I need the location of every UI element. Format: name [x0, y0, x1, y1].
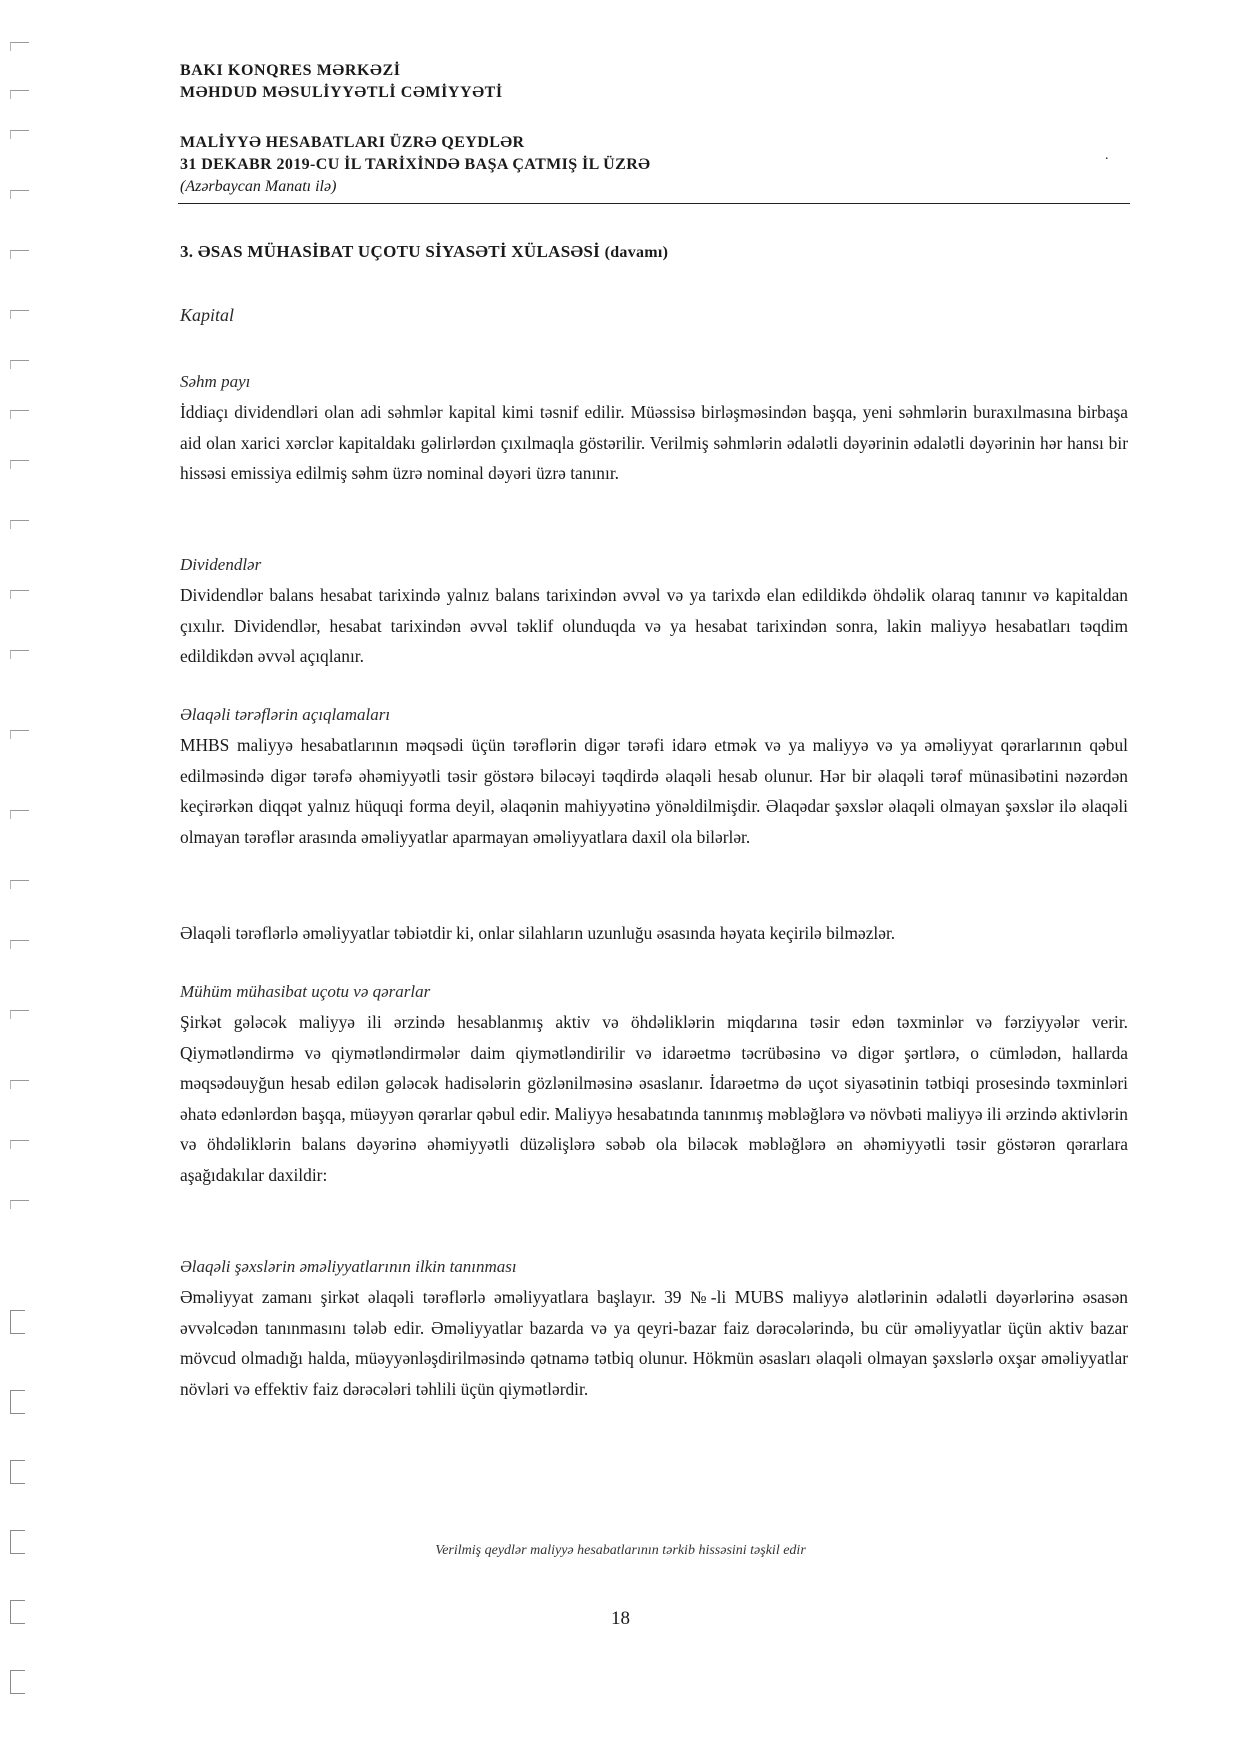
edge-mark — [10, 1140, 29, 1149]
notes-title: MALİYYƏ HESABATLARI ÜZRƏ QEYDLƏR — [180, 134, 525, 151]
related-parties-heading: Əlaqəli tərəflərin açıqlamaları — [180, 705, 391, 724]
section-title-text: 3. ƏSAS MÜHASİBAT UÇOTU SİYASƏTİ XÜLASƏSİ — [180, 242, 601, 261]
company-name-line1: BAKI KONQRES MƏRKƏZİ — [180, 62, 401, 79]
edge-mark — [10, 190, 29, 199]
edge-mark — [10, 880, 29, 889]
related-parties-section — [180, 700, 1128, 852]
dividends-heading: Dividendlər — [180, 555, 262, 574]
edge-mark — [10, 410, 29, 419]
edge-mark — [10, 1390, 25, 1414]
period-title: 31 DEKABR 2019-CU İL TARİXİNDƏ BAŞA ÇATMIŞ İL ÜZRƏ — [180, 156, 651, 173]
section-title — [180, 242, 668, 262]
edge-mark — [10, 90, 29, 99]
edge-mark — [10, 1080, 29, 1089]
edge-mark — [10, 1460, 25, 1484]
related-parties-paragraph-2: Əlaqəli tərəflərlə əməliyyatlar təbiətdir ki, onlar silahların uzunluğu əsasında həyata keçirilə bilməzlər. — [180, 923, 896, 943]
edge-mark — [10, 590, 29, 599]
judgements-paragraph: Şirkət gələcək maliyyə ili ərzində hesablanmış aktiv və öhdəliklərin miqdarına təsir edən təxminlər və fərziyyələr verir. Qiymətləndirmə və qiymətləndirmələr daim qiymətləndirilir və idarəetmə təcrübəsinə və digər şərtlərə, o cümlədən, hallarda məqsədəuyğun hesab edilən gələcək hadisələrin gözlənilməsinə əsaslanır. İdarəetmə də uçot siyasətinin tətbiqi prosesində təxminləri əhatə edənlərdən başqa, müəyyən qərarlar qəbul edir. Maliyyə hesabatında tanınmış məbləğlərə və növbəti maliyyə ili ərzində aktivlərin və öhdəliklərin balans dəyərinə əhəmiyyətli düzəlişlərə səbəb ola biləcək məbləğlərə ən əhəmiyyətli təsir göstərən qərarlara aşağıdakılar daxildir: — [180, 1012, 1128, 1185]
edge-mark — [10, 650, 29, 659]
dividends-paragraph: Dividendlər balans hesabat tarixində yalnız balans tarixindən əvvəl və ya tarixdə elan edildikdə öhdəlik olaraq tanınır və kapitaldan çıxılır. Dividendlər, hesabat tarixindən əvvəl təklif olunduqda və ya hesabat tarixindən sonra, lakin maliyyə hesabatları təqdim edildikdən əvvəl açıqlanır. — [180, 585, 1128, 666]
notes-header — [180, 132, 1130, 198]
initial-recognition-section — [180, 1252, 1128, 1404]
edge-mark — [10, 460, 29, 469]
edge-mark — [10, 1010, 29, 1019]
footer-note: Verilmiş qeydlər maliyyə hesabatlarının tərkib hissəsini təşkil edir — [435, 1543, 806, 1558]
header-divider — [178, 203, 1130, 204]
edge-mark — [10, 520, 29, 529]
edge-mark — [10, 810, 29, 819]
company-name-line2: MƏHDUD MƏSULİYYƏTLİ CƏMİYYƏTİ — [180, 84, 503, 101]
judgements-heading: Mühüm mühasibat uçotu və qərarlar — [180, 982, 431, 1001]
share-heading: Səhm payı — [180, 372, 251, 391]
company-header — [180, 60, 1130, 104]
edge-mark — [10, 1670, 25, 1694]
related-parties-note — [180, 918, 1128, 949]
related-parties-paragraph: MHBS maliyyə hesabatlarının məqsədi üçün tərəflərin digər tərəfi idarə etmək və ya maliyyə və ya əməliyyat qərarlarının qəbul edilməsində digər tərəfə əhəmiyyətli təsir göstərə biləcəyi təqdirdə əlaqəli hesab olunur. Hər bir əlaqəli tərəf münasibətini nəzərdən keçirərkən diqqət yalnız hüquqi forma deyil, əlaqənin mahiyyətinə yönəldilmişdir. Əlaqədar şəxslər əlaqəli olmayan şəxslər ilə əlaqəli olmayan tərəflər arasında əməliyyatlar aparmayan əməliyyatlara daxil ola bilərlər. — [180, 735, 1128, 847]
edge-mark — [10, 42, 29, 51]
edge-mark — [10, 1310, 25, 1334]
initial-recognition-paragraph: Əməliyyat zamanı şirkət əlaqəli tərəflərlə əməliyyatlara başlayır. 39 №-li MUBS maliyyə alətlərinin ədalətli dəyərlərinə əsasən əvvəlcədən tanınmasını tələb edir. Əməliyyatlar bazarda və ya qeyri-bazar faiz dərəcələrində, bu cür əməliyyatlar üçün aktiv bazar mövcud olmadığı halda, müəyyənləşdirilməsində qətnamə tətbiq olunur. Hökmün əsasları əlaqəli olmayan şəxslərlə oxşar əməliyyatlar növləri və effektiv faiz dərəcələri təhlili üçün qiymətlərdir. — [180, 1287, 1128, 1399]
share-section — [180, 367, 1128, 489]
section-continued: (davamı) — [604, 244, 669, 261]
edge-mark — [10, 360, 29, 369]
edge-mark — [10, 310, 29, 319]
edge-mark — [10, 1200, 29, 1209]
page-number: 18 — [611, 1608, 630, 1629]
judgements-section — [180, 977, 1128, 1190]
capital-heading: Kapital — [180, 305, 235, 325]
scan-edge-marks — [4, 30, 38, 1730]
edge-mark — [10, 250, 29, 259]
dividends-section — [180, 550, 1128, 672]
edge-mark — [10, 940, 29, 949]
scan-dot: . — [1105, 148, 1109, 163]
initial-recognition-heading: Əlaqəli şəxslərin əməliyyatlarının ilkin tanınması — [180, 1257, 517, 1276]
currency-note: (Azərbaycan Manatı ilə) — [180, 178, 337, 195]
edge-mark — [10, 730, 29, 739]
edge-mark — [10, 130, 29, 139]
share-paragraph: İddiaçı dividendləri olan adi səhmlər kapital kimi təsnif edilir. Müəssisə birləşməsindən başqa, yeni səhmlərin buraxılmasına birbaşa aid olan xarici xərclər kapitaldakı gəlirlərdən çıxılmaqla göstərilir. Verilmiş səhmlərin ədalətli dəyərinin ədalətli dəyərinin hər hansı bir hissəsi emissiya edilmiş səhm üzrə nominal dəyəri üzrə tanınır. — [180, 402, 1128, 483]
capital-section — [180, 300, 1128, 330]
